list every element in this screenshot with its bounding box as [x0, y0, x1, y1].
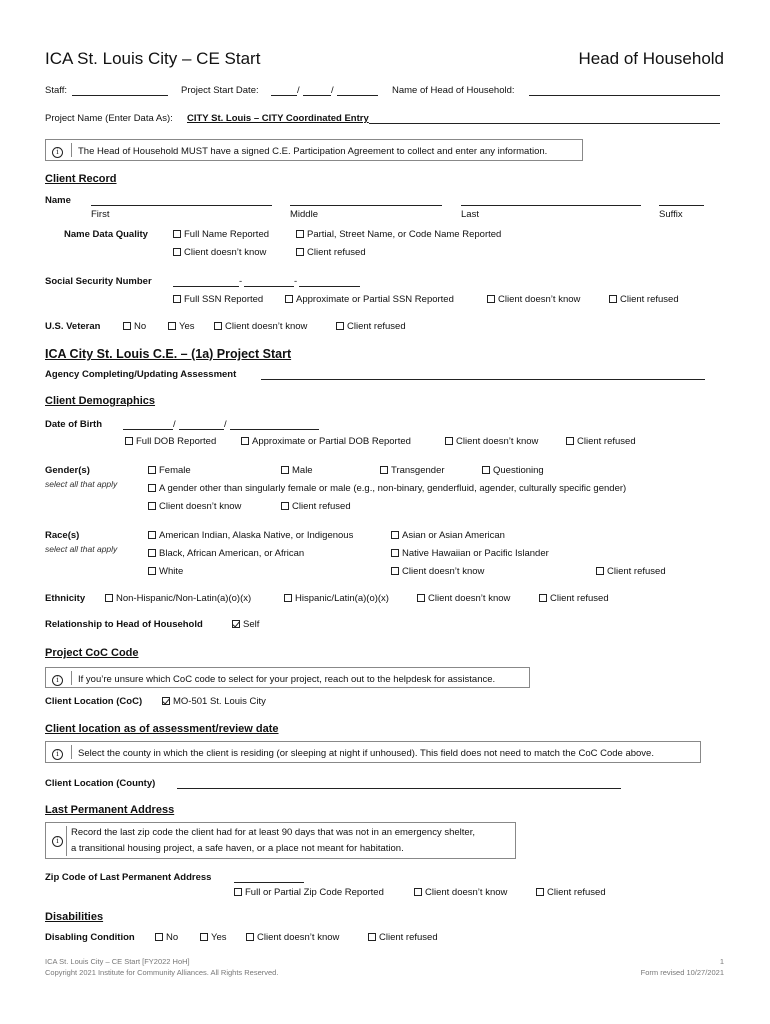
race-option[interactable] — [391, 566, 484, 577]
ethnicity-option[interactable] — [284, 593, 389, 604]
option-label: Full or Partial Zip Code Reported — [245, 887, 384, 898]
option-label: Full Name Reported — [184, 229, 270, 240]
option-label: Partial, Street Name, or Code Name Reported — [307, 229, 502, 240]
gender-option[interactable] — [380, 465, 445, 476]
option-label: Client doesn’t know — [498, 294, 581, 305]
dob-option[interactable] — [445, 436, 538, 447]
gender-hint: select all that apply — [45, 479, 118, 489]
option-label: Client doesn’t know — [428, 593, 511, 604]
divider — [71, 143, 72, 157]
checkbox[interactable] — [148, 466, 156, 474]
divider — [66, 826, 67, 856]
checkbox-checked[interactable] — [232, 620, 240, 628]
ssn-option[interactable] — [609, 294, 679, 305]
ssn-option[interactable] — [173, 294, 263, 305]
staff-label: Staff: — [45, 85, 68, 96]
option-label: Client refused — [550, 593, 609, 604]
ssn-option[interactable] — [487, 294, 580, 305]
start-date-label: Project Start Date: — [181, 85, 259, 96]
dob-day-field[interactable] — [179, 429, 224, 430]
info-icon: i — [52, 749, 63, 760]
option-label: Full SSN Reported — [184, 294, 264, 305]
demographics-heading: Client Demographics — [45, 395, 156, 407]
option-label: Asian or Asian American — [402, 530, 505, 541]
checkbox[interactable] — [281, 502, 289, 510]
veteran-option[interactable] — [168, 321, 195, 332]
relationship-option[interactable] — [232, 619, 259, 630]
checkbox[interactable] — [609, 295, 617, 303]
option-label: Client doesn’t know — [184, 247, 267, 258]
client-location-heading: Client location as of assessment/review date — [45, 723, 279, 735]
info-icon: i — [52, 836, 63, 847]
dob-month-field[interactable] — [123, 429, 173, 430]
checkbox[interactable] — [173, 295, 181, 303]
zip-option[interactable] — [414, 887, 507, 898]
project-name-value: CITY St. Louis – CITY Coordinated Entry — [187, 113, 369, 124]
disabling-condition-label: Disabling Condition — [45, 932, 135, 943]
project-name-underline — [369, 123, 720, 124]
option-label: Female — [159, 465, 191, 476]
checkbox[interactable] — [596, 567, 604, 575]
disability-option[interactable] — [155, 932, 178, 943]
info-icon: i — [52, 147, 63, 158]
option-label: Client refused — [307, 247, 366, 258]
ndq-option[interactable] — [296, 229, 501, 240]
checkbox[interactable] — [200, 933, 208, 941]
relationship-label: Relationship to Head of Household — [45, 619, 203, 630]
checkbox[interactable] — [168, 322, 176, 330]
start-date-day-field[interactable] — [303, 95, 331, 96]
ndq-option[interactable] — [173, 247, 266, 258]
gender-option[interactable] — [482, 465, 544, 476]
zip-option[interactable] — [536, 887, 606, 898]
option-label: Hispanic/Latin(a)(o)(x) — [295, 593, 389, 604]
checkbox[interactable] — [414, 888, 422, 896]
ssn-part2-field[interactable] — [244, 286, 294, 287]
option-label: Full DOB Reported — [136, 436, 217, 447]
ssn-option[interactable] — [285, 294, 454, 305]
checkbox[interactable] — [336, 322, 344, 330]
dob-option[interactable] — [241, 436, 411, 447]
checkbox[interactable] — [123, 322, 131, 330]
option-label: Client refused — [577, 436, 636, 447]
option-label: Self — [243, 619, 260, 630]
ssn-part3-field[interactable] — [299, 286, 360, 287]
checkbox[interactable] — [148, 549, 156, 557]
option-label: Transgender — [391, 465, 445, 476]
start-date-slash: / — [331, 85, 334, 96]
option-label: Client refused — [547, 887, 606, 898]
start-date-month-field[interactable] — [271, 95, 297, 96]
zip-note-line1: Record the last zip code the client had for at least 90 days that was not in an emergency shelter, — [71, 827, 475, 838]
checkbox[interactable] — [241, 437, 249, 445]
agreement-note-text: The Head of Household MUST have a signed C.E. Participation Agreement to collect and enter any information. — [78, 146, 548, 157]
checkbox[interactable] — [125, 437, 133, 445]
option-label: White — [159, 566, 184, 577]
ethnicity-option[interactable] — [105, 593, 251, 604]
race-label: Race(s) — [45, 530, 80, 541]
checkbox[interactable] — [155, 933, 163, 941]
checkbox[interactable] — [536, 888, 544, 896]
dob-option[interactable] — [125, 436, 216, 447]
option-label: No — [166, 932, 179, 943]
agreement-note — [45, 139, 583, 161]
checkbox[interactable] — [148, 531, 156, 539]
hoh-name-field[interactable] — [529, 95, 720, 96]
ssn-label: Social Security Number — [45, 276, 152, 287]
checkbox[interactable] — [566, 437, 574, 445]
client-location-county-label: Client Location (County) — [45, 778, 156, 789]
checkbox[interactable] — [482, 466, 490, 474]
checkbox[interactable] — [173, 230, 181, 238]
gender-option[interactable] — [281, 465, 313, 476]
hoh-name-label: Name of Head of Household: — [392, 85, 515, 96]
gender-option[interactable] — [148, 465, 191, 476]
checkbox[interactable] — [296, 230, 304, 238]
disability-option[interactable] — [246, 932, 339, 943]
option-label: Yes — [179, 321, 195, 332]
checkbox[interactable] — [417, 594, 425, 602]
veteran-label: U.S. Veteran — [45, 321, 101, 332]
name-data-quality-label: Name Data Quality — [64, 229, 148, 240]
dob-label: Date of Birth — [45, 419, 102, 430]
option-label: Native Hawaiian or Pacific Islander — [402, 548, 549, 559]
start-date-year-field[interactable] — [337, 95, 378, 96]
ssn-dash: - — [239, 276, 243, 287]
option-label: Client doesn’t know — [225, 321, 308, 332]
suffix-caption: Suffix — [659, 209, 683, 220]
zip-option[interactable] — [234, 887, 384, 898]
county-field[interactable] — [177, 788, 621, 789]
coc-option[interactable] — [162, 696, 266, 707]
option-label: American Indian, Alaska Native, or Indigenous — [159, 530, 354, 541]
option-label: Questioning — [493, 465, 544, 476]
option-label: Black, African American, or African — [159, 548, 305, 559]
project-start-heading: ICA City St. Louis C.E. – (1a) Project Start — [45, 347, 292, 361]
divider — [71, 671, 72, 685]
client-location-coc-label: Client Location (CoC) — [45, 696, 143, 707]
checkbox[interactable] — [445, 437, 453, 445]
disability-option[interactable] — [200, 932, 227, 943]
coc-note-text: If you’re unsure which CoC code to select for your project, reach out to the helpdesk for assistance. — [78, 674, 496, 685]
page-subtitle: Head of Household — [578, 49, 724, 68]
footer-copyright: Copyright 2021 Institute for Community Alliances. All Rights Reserved. — [45, 968, 279, 977]
race-option[interactable] — [596, 566, 666, 577]
race-option[interactable] — [148, 566, 183, 577]
option-label: Client refused — [379, 932, 438, 943]
zip-note-line2: a transitional housing project, a safe haven, or a place not meant for habitation. — [71, 843, 404, 854]
option-label: MO-501 St. Louis City — [173, 696, 266, 707]
option-label: Approximate or Partial SSN Reported — [296, 294, 454, 305]
page-title: ICA St. Louis City – CE Start — [45, 49, 261, 68]
option-label: Client doesn’t know — [456, 436, 539, 447]
option-label: No — [134, 321, 147, 332]
checkbox[interactable] — [246, 933, 254, 941]
first-caption: First — [91, 209, 110, 220]
ethnicity-option[interactable] — [539, 593, 609, 604]
race-option[interactable] — [148, 548, 304, 559]
checkbox[interactable] — [285, 295, 293, 303]
race-option[interactable] — [391, 530, 505, 541]
first-name-field[interactable] — [91, 205, 272, 206]
ndq-option[interactable] — [296, 247, 366, 258]
zip-field[interactable] — [234, 882, 304, 883]
checkbox-checked[interactable] — [162, 697, 170, 705]
gender-option[interactable] — [281, 501, 351, 512]
option-label: Client doesn’t know — [402, 566, 485, 577]
option-label: Yes — [211, 932, 227, 943]
agency-label: Agency Completing/Updating Assessment — [45, 369, 237, 380]
checkbox[interactable] — [105, 594, 113, 602]
ethnicity-option[interactable] — [417, 593, 510, 604]
ssn-part1-field[interactable] — [173, 286, 239, 287]
county-note — [45, 741, 701, 763]
dob-option[interactable] — [566, 436, 636, 447]
gender-option[interactable] — [148, 483, 626, 494]
ethnicity-label: Ethnicity — [45, 593, 86, 604]
checkbox[interactable] — [391, 549, 399, 557]
start-date-slash: / — [297, 85, 300, 96]
project-name-label: Project Name (Enter Data As): — [45, 113, 173, 124]
client-record-heading: Client Record — [45, 173, 117, 185]
gender-label: Gender(s) — [45, 465, 90, 476]
veteran-option[interactable] — [336, 321, 406, 332]
option-label: Client doesn’t know — [159, 501, 242, 512]
disabilities-heading: Disabilities — [45, 911, 104, 923]
checkbox[interactable] — [148, 567, 156, 575]
option-label: Client refused — [607, 566, 666, 577]
checkbox[interactable] — [214, 322, 222, 330]
veteran-option[interactable] — [123, 321, 146, 332]
last-caption: Last — [461, 209, 479, 220]
checkbox[interactable] — [148, 502, 156, 510]
checkbox[interactable] — [380, 466, 388, 474]
last-name-field[interactable] — [461, 205, 641, 206]
checkbox[interactable] — [487, 295, 495, 303]
option-label: Male — [292, 465, 313, 476]
dob-slash: / — [224, 419, 227, 430]
staff-field[interactable] — [72, 95, 168, 96]
coc-note — [45, 667, 530, 688]
last-address-heading: Last Permanent Address — [45, 804, 175, 816]
race-option[interactable] — [391, 548, 549, 559]
option-label: Client doesn’t know — [257, 932, 340, 943]
checkbox[interactable] — [391, 567, 399, 575]
county-note-text: Select the county in which the client is residing (or sleeping at night if unhoused). This field does not need to match the CoC Code above. — [78, 748, 654, 759]
checkbox[interactable] — [391, 531, 399, 539]
option-label: Client doesn’t know — [425, 887, 508, 898]
veteran-option[interactable] — [214, 321, 307, 332]
name-label: Name — [45, 195, 71, 206]
disability-option[interactable] — [368, 932, 438, 943]
footer-page-number: 1 — [719, 957, 724, 966]
checkbox[interactable] — [148, 484, 156, 492]
option-label: Client refused — [347, 321, 406, 332]
checkbox[interactable] — [539, 594, 547, 602]
suffix-field[interactable] — [659, 205, 704, 206]
dob-year-field[interactable] — [230, 429, 319, 430]
option-label: A gender other than singularly female or male (e.g., non-binary, genderfluid, agender, culturally specific gender) — [159, 483, 627, 494]
checkbox[interactable] — [234, 888, 242, 896]
checkbox[interactable] — [284, 594, 292, 602]
option-label: Client refused — [620, 294, 679, 305]
option-label: Client refused — [292, 501, 351, 512]
zip-note — [45, 822, 516, 859]
option-label: Non-Hispanic/Non-Latin(a)(o)(x) — [116, 593, 252, 604]
checkbox[interactable] — [173, 248, 181, 256]
coc-heading: Project CoC Code — [45, 647, 139, 659]
middle-caption: Middle — [290, 209, 318, 220]
zip-label: Zip Code of Last Permanent Address — [45, 872, 212, 883]
checkbox[interactable] — [296, 248, 304, 256]
footer-form-name: ICA St. Louis City – CE Start [FY2022 HoH] — [45, 957, 190, 966]
checkbox[interactable] — [281, 466, 289, 474]
race-hint: select all that apply — [45, 544, 118, 554]
footer-revised: Form revised 10/27/2021 — [640, 968, 724, 977]
middle-name-field[interactable] — [290, 205, 442, 206]
divider — [71, 745, 72, 759]
race-option[interactable] — [148, 530, 353, 541]
ssn-dash: - — [294, 276, 298, 287]
dob-slash: / — [173, 419, 176, 430]
checkbox[interactable] — [368, 933, 376, 941]
option-label: Approximate or Partial DOB Reported — [252, 436, 411, 447]
ndq-option[interactable] — [173, 229, 269, 240]
info-icon: i — [52, 675, 63, 686]
agency-field[interactable] — [261, 379, 705, 380]
gender-option[interactable] — [148, 501, 241, 512]
